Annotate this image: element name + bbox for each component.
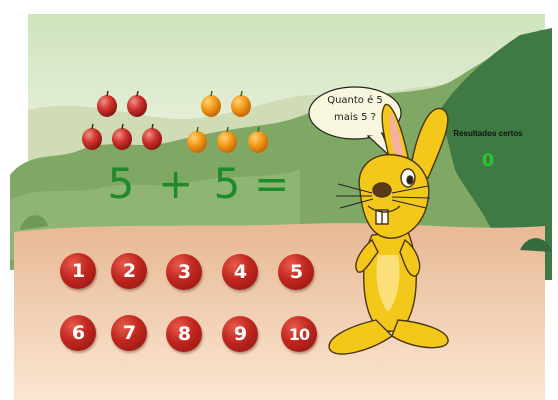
- answer-button-9[interactable]: 9: [222, 316, 258, 352]
- answer-button-10[interactable]: 10: [281, 316, 317, 352]
- answer-button-8[interactable]: 8: [166, 316, 202, 352]
- answer-button-6[interactable]: 6: [60, 315, 96, 351]
- answer-button-4[interactable]: 4: [222, 254, 258, 290]
- score-value: 0: [481, 150, 495, 171]
- answer-button-3[interactable]: 3: [166, 254, 202, 290]
- score-label: Resultados certos: [453, 129, 523, 138]
- equation-operand-a: 5: [107, 159, 135, 208]
- answer-button-5[interactable]: 5: [278, 254, 314, 290]
- equation-equals: =: [254, 159, 290, 208]
- answer-button-1[interactable]: 1: [60, 253, 96, 289]
- equation-operator: +: [158, 159, 194, 208]
- ground: [14, 223, 545, 400]
- equation-operand-b: 5: [213, 159, 241, 208]
- answer-button-2[interactable]: 2: [111, 253, 147, 289]
- speech-text: Quanto é 5 mais 5 ?: [327, 95, 383, 123]
- answer-button-7[interactable]: 7: [111, 315, 147, 351]
